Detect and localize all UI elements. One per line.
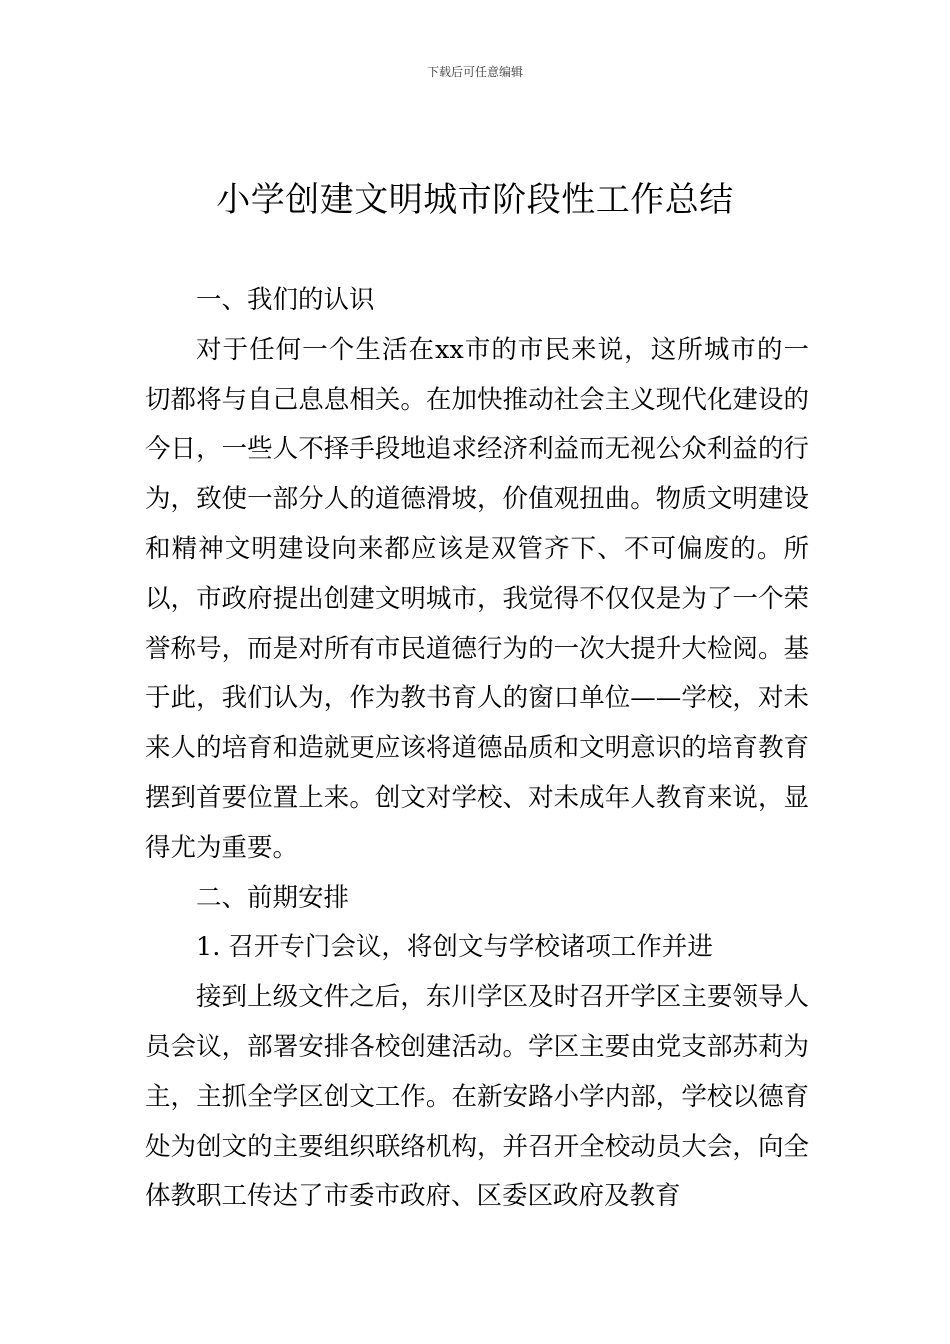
section-heading-1: 一、我们的认识	[196, 285, 375, 315]
section-heading-2: 二、前期安排	[196, 882, 350, 913]
paragraph: 接到上级文件之后，东川学区及时召开学区主要领导人员会议，部署安排各校创建活动。学区主要由党支部苏莉为主，主抓全学区创文工作。在新安路小学内部，学校以德育处为创文的主要组织联络机构，并召开全校动员大会，向全体教职工传达了市委市政府、区委区政府及教育	[145, 982, 809, 1212]
document-title: 小学创建文明城市阶段性工作总结	[216, 180, 734, 220]
paragraph: 对于任何一个生活在xx市的市民来说，这所城市的一切都将与自己息息相关。在加快推动社会主义现代化建设的今日，一些人不择手段地追求经济利益而无视公众利益的行为，致使一部分人的道德滑坡，价值观扭曲。物质文明建设和精神文明建设向来都应该是双管齐下、不可偏废的。所以，市政府提出创建文明城市，我觉得不仅仅是为了一个荣誉称号，而是对所有市民道德行为的一次大提升大检阅。基于此，我们认为，作为教书育人的窗口单位——学校，对未来人的培育和造就更应该将道德品质和文明意识的培育教育摆到首要位置上来。创文对学校、对未成年人教育来说，显得尤为重要。	[145, 334, 809, 863]
header-note: 下载后可任意编辑	[426, 65, 523, 79]
document-body	[145, 276, 809, 1222]
subsection-heading: 1. 召开专门会议，将创文与学校诸项工作并进	[196, 932, 713, 963]
